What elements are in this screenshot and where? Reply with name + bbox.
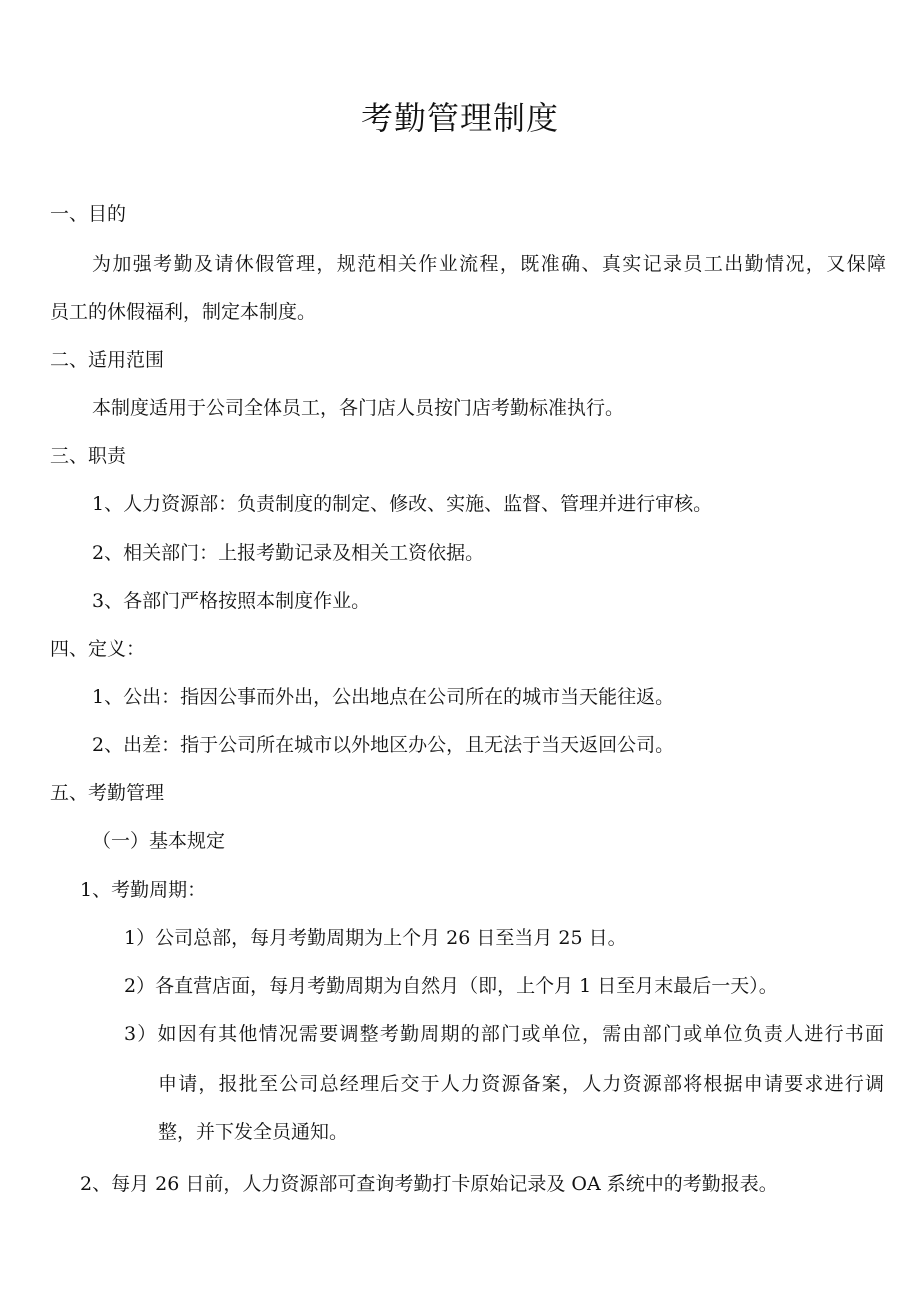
section-heading-purpose: 一、目的 xyxy=(50,203,127,225)
section-heading-definitions: 四、定义： xyxy=(50,638,146,660)
paragraph-line: 本制度适用于公司全体员工，各门店人员按门店考勤标准执行。 xyxy=(92,397,625,419)
sub-list-item-continuation: 整，并下发全员通知。 xyxy=(158,1121,349,1143)
list-item: 1、公出：指因公事而外出，公出地点在公司所在的城市当天能往返。 xyxy=(92,686,675,708)
sub-list-item-continuation: 申请，报批至公司总经理后交于人力资源备案，人力资源部将根据申请要求进行调 xyxy=(158,1073,884,1095)
list-item: 2、每月 26 日前，人力资源部可查询考勤打卡原始记录及 OA 系统中的考勤报表。 xyxy=(80,1173,778,1195)
section-heading-attendance: 五、考勤管理 xyxy=(50,782,165,804)
list-item: 1、考勤周期： xyxy=(80,879,207,901)
paragraph-line: 为加强考勤及请休假管理，规范相关作业流程，既准确、真实记录员工出勤情况，又保障 xyxy=(92,253,886,275)
paragraph-line: 员工的休假福利，制定本制度。 xyxy=(50,301,317,323)
section-heading-scope: 二、适用范围 xyxy=(50,349,165,371)
list-item: 3、各部门严格按照本制度作业。 xyxy=(92,590,371,612)
subsection-heading: （一）基本规定 xyxy=(92,830,226,852)
list-item: 1、人力资源部：负责制度的制定、修改、实施、监督、管理并进行审核。 xyxy=(92,493,713,515)
sub-list-item: 1）公司总部，每月考勤周期为上个月 26 日至当月 25 日。 xyxy=(124,927,627,949)
section-heading-duties: 三、职责 xyxy=(50,445,127,467)
document-title: 考勤管理制度 xyxy=(360,99,559,137)
list-item: 2、相关部门：上报考勤记录及相关工资依据。 xyxy=(92,542,485,564)
sub-list-item: 3）如因有其他情况需要调整考勤周期的部门或单位，需由部门或单位负责人进行书面 xyxy=(124,1023,884,1045)
list-item: 2、出差：指于公司所在城市以外地区办公，且无法于当天返回公司。 xyxy=(92,734,675,756)
sub-list-item: 2）各直营店面，每月考勤周期为自然月（即，上个月 1 日至月末最后一天）。 xyxy=(124,975,778,997)
